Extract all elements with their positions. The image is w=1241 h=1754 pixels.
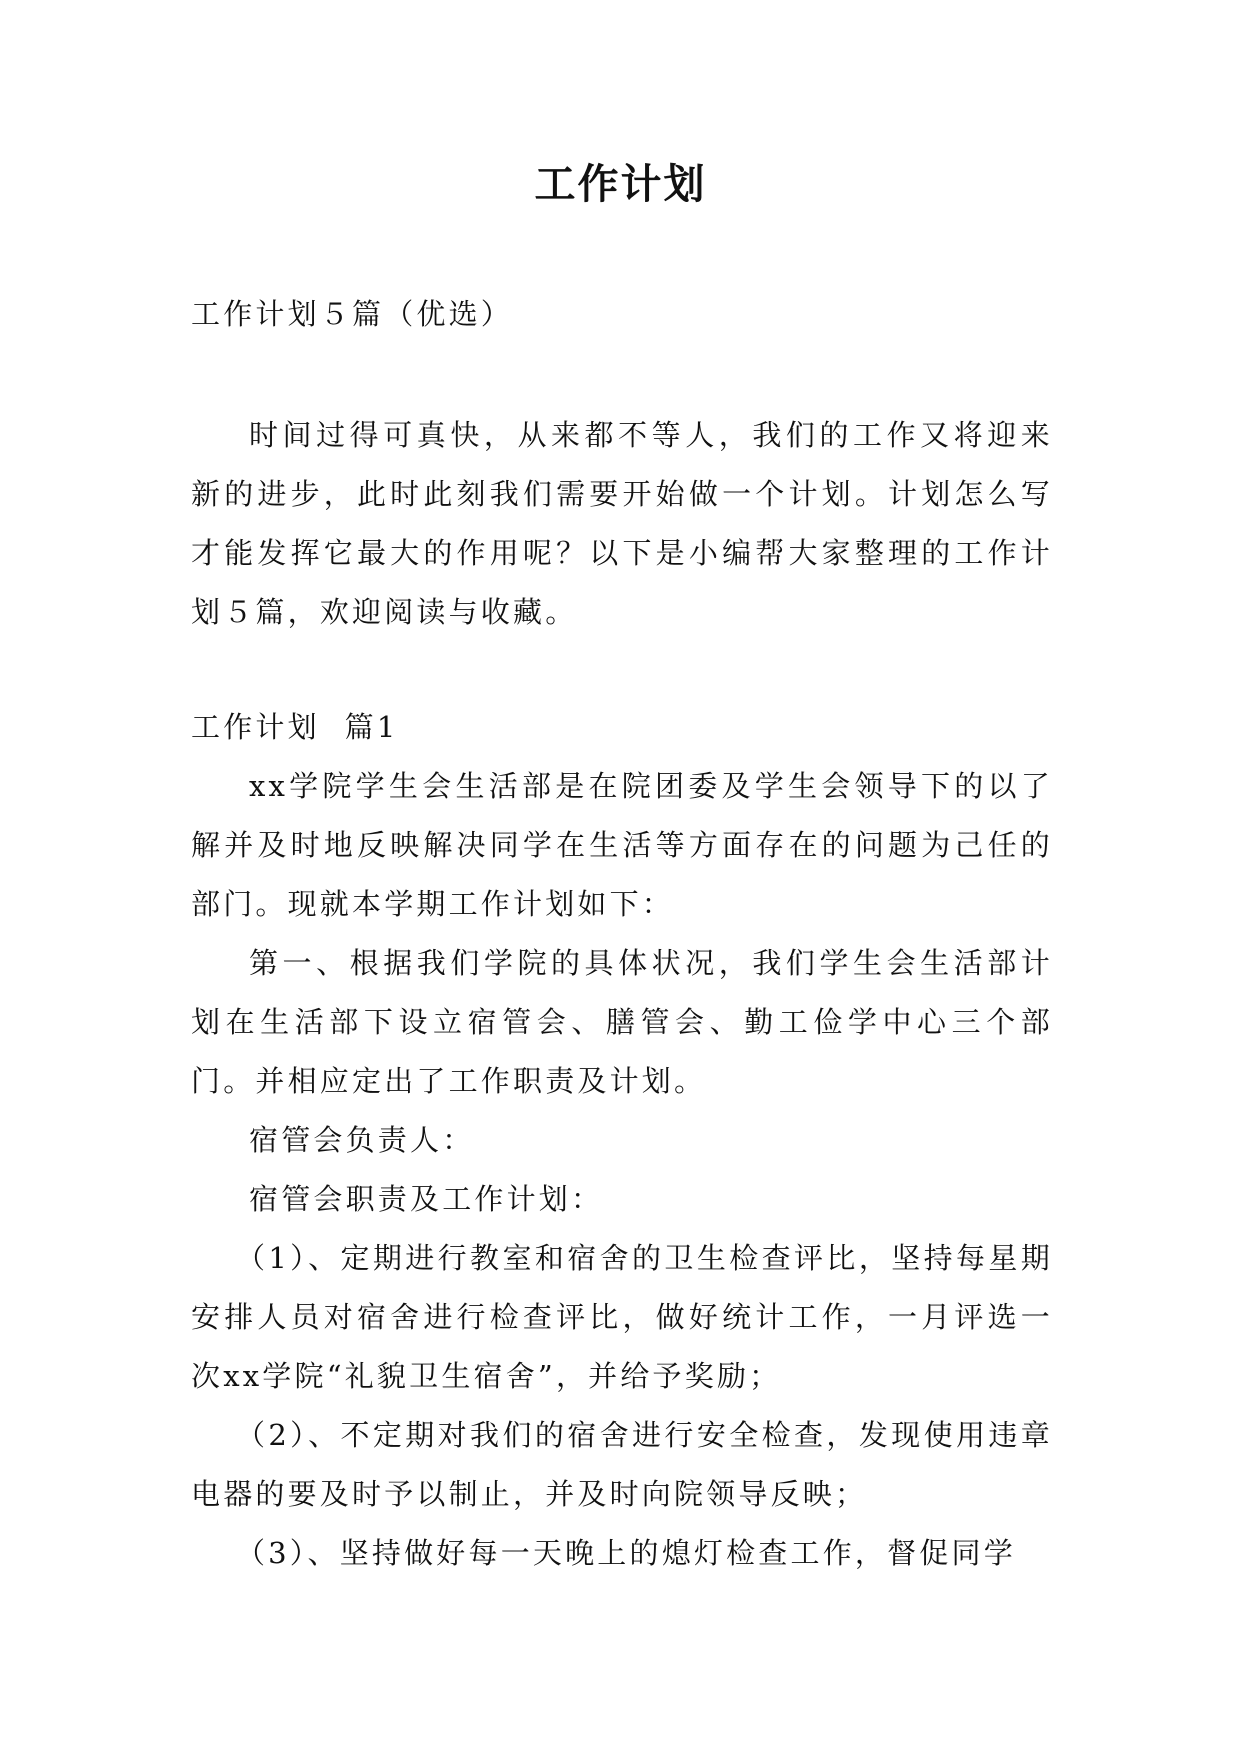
body-paragraph: 宿管会职责及工作计划： [249, 1182, 604, 1216]
intro-paragraph: 时间过得可真快，从来都不等人，我们的工作又将迎来新的进步，此时此刻我们需要开始做一个计划。计划怎么写才能发挥它最大的作用呢？以下是小编帮大家整理的工作计划５篇，欢迎阅读与收藏。 [191, 418, 1053, 629]
list-item-paragraph: （2）、不定期对我们的宿舍进行安全检查，发现使用违章电器的要及时予以制止，并及时向院领导反映； [191, 1418, 1053, 1511]
section-heading: 工作计划 篇1 [191, 710, 399, 744]
list-item-paragraph: （1）、定期进行教室和宿舍的卫生检查评比，坚持每星期安排人员对宿舍进行检查评比，做好统计工作，一月评选一次xx学院“礼貌卫生宿舍”，并给予奖励； [191, 1241, 1053, 1393]
body-paragraph: 宿管会负责人： [249, 1123, 475, 1157]
document-subtitle: 工作计划５篇（优选） [191, 297, 514, 331]
body-paragraph: xx学院学生会生活部是在院团委及学生会领导下的以了解并及时地反映解决同学在生活等方面存在的问题为己任的部门。现就本学期工作计划如下： [191, 769, 1053, 921]
body-paragraph: 第一、根据我们学院的具体状况，我们学生会生活部计划在生活部下设立宿管会、膳管会、勤工俭学中心三个部门。并相应定出了工作职责及计划。 [191, 946, 1053, 1098]
list-item-paragraph: （3）、坚持做好每一天晚上的熄灯检查工作，督促同学 [235, 1536, 1016, 1570]
document-title: 工作计划 [534, 160, 707, 208]
document-body [191, 285, 1053, 1583]
